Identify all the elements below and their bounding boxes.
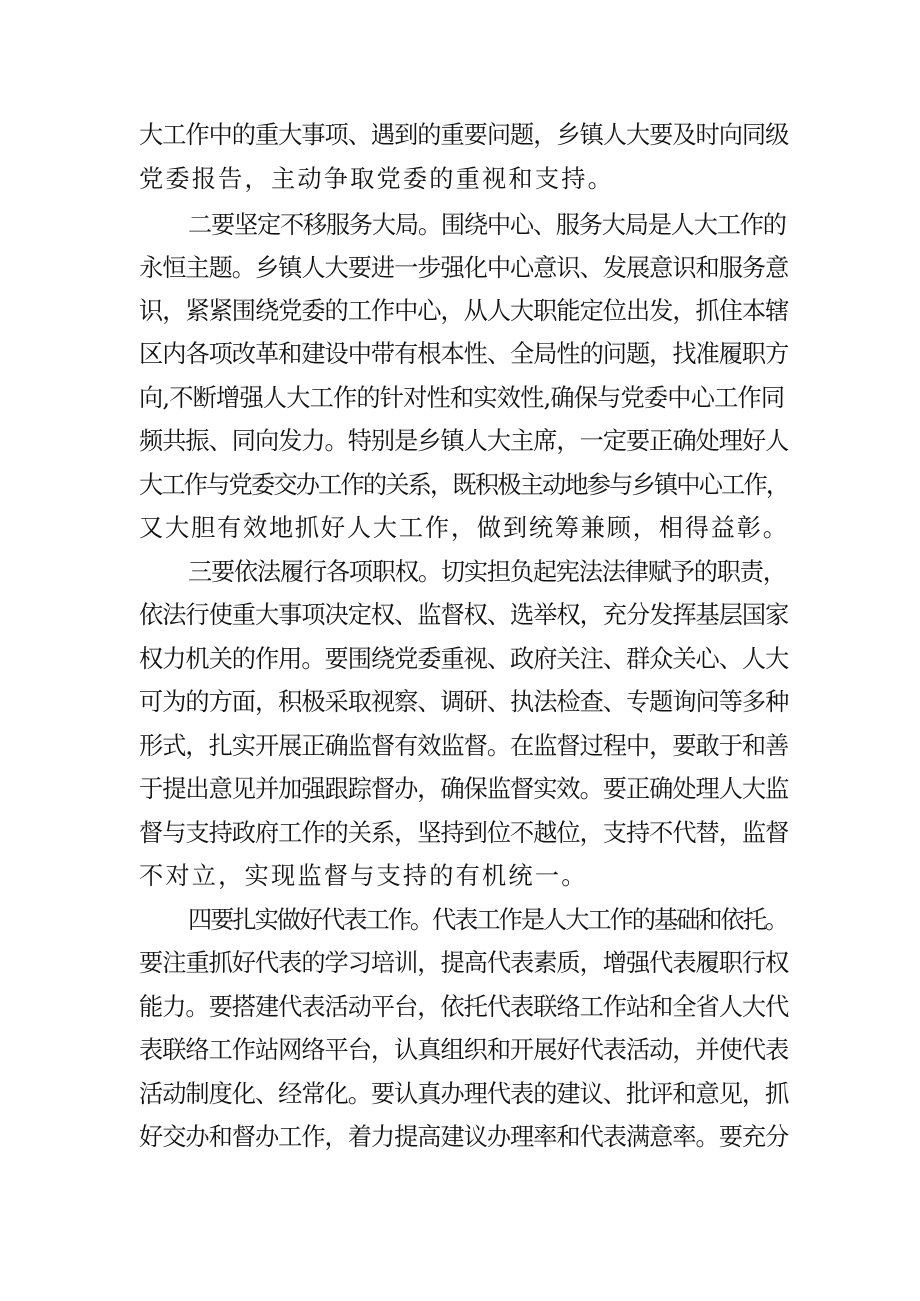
text-line: 识，紧紧围绕党委的工作中心，从人大职能定位出发，抓住本辖	[139, 297, 789, 325]
text-line: 依法行使重大事项决定权、监督权、选举权，充分发挥基层国家	[139, 601, 789, 629]
text-line: 区内各项改革和建设中带有根本性、全局性的问题，找准履职方	[139, 340, 789, 368]
text-line: 督与支持政府工作的关系，坚持到位不越位，支持不代替，监督	[139, 819, 789, 847]
text-line: 好交办和督办工作，着力提高建议办理率和代表满意率。要充分	[139, 1123, 789, 1151]
paragraph-first-line: 二要坚定不移服务大局。围绕中心、服务大局是人大工作的	[188, 211, 786, 239]
text-line: 不对立，实现监督与支持的有机统一。	[139, 862, 588, 890]
paragraph-first-line: 三要依法履行各项职权。切实担负起宪法法律赋予的职责，	[188, 558, 786, 586]
text-line: 永恒主题。乡镇人大要进一步强化中心意识、发展意识和服务意	[139, 254, 789, 282]
text-line: 形式，扎实开展正确监督有效监督。在监督过程中，要敢于和善	[139, 732, 789, 760]
text-line: 大工作与党委交办工作的关系，既积极主动地参与乡镇中心工作，	[139, 471, 789, 499]
text-line: 表联络工作站网络平台，认真组织和开展好代表活动，并使代表	[139, 1036, 789, 1064]
text-line: 要注重抓好代表的学习培训，提高代表素质，增强代表履职行权	[139, 949, 789, 977]
text-line: 能力。要搭建代表活动平台，依托代表联络工作站和全省人大代	[139, 993, 789, 1021]
paragraph-first-line: 四要扎实做好代表工作。代表工作是人大工作的基础和依托。	[188, 906, 788, 934]
text-line: 向,不断增强人大工作的针对性和实效性,确保与党委中心工作同	[139, 384, 785, 412]
text-line: 又大胆有效地抓好人大工作，做到统筹兼顾，相得益彰。	[139, 514, 789, 542]
text-line: 于提出意见并加强跟踪督办，确保监督实效。要正确处理人大监	[139, 775, 789, 803]
text-line: 党委报告，主动争取党委的重视和支持。	[139, 165, 614, 193]
text-line: 频共振、同向发力。特别是乡镇人大主席，一定要正确处理好人	[139, 427, 789, 455]
text-line: 可为的方面，积极采取视察、调研、执法检查、专题询问等多种	[139, 688, 789, 716]
text-line: 权力机关的作用。要围绕党委重视、政府关注、群众关心、人大	[139, 645, 789, 673]
text-line: 大工作中的重大事项、遇到的重要问题，乡镇人大要及时向同级	[139, 121, 789, 149]
text-line: 活动制度化、经常化。要认真办理代表的建议、批评和意见，抓	[139, 1080, 789, 1108]
